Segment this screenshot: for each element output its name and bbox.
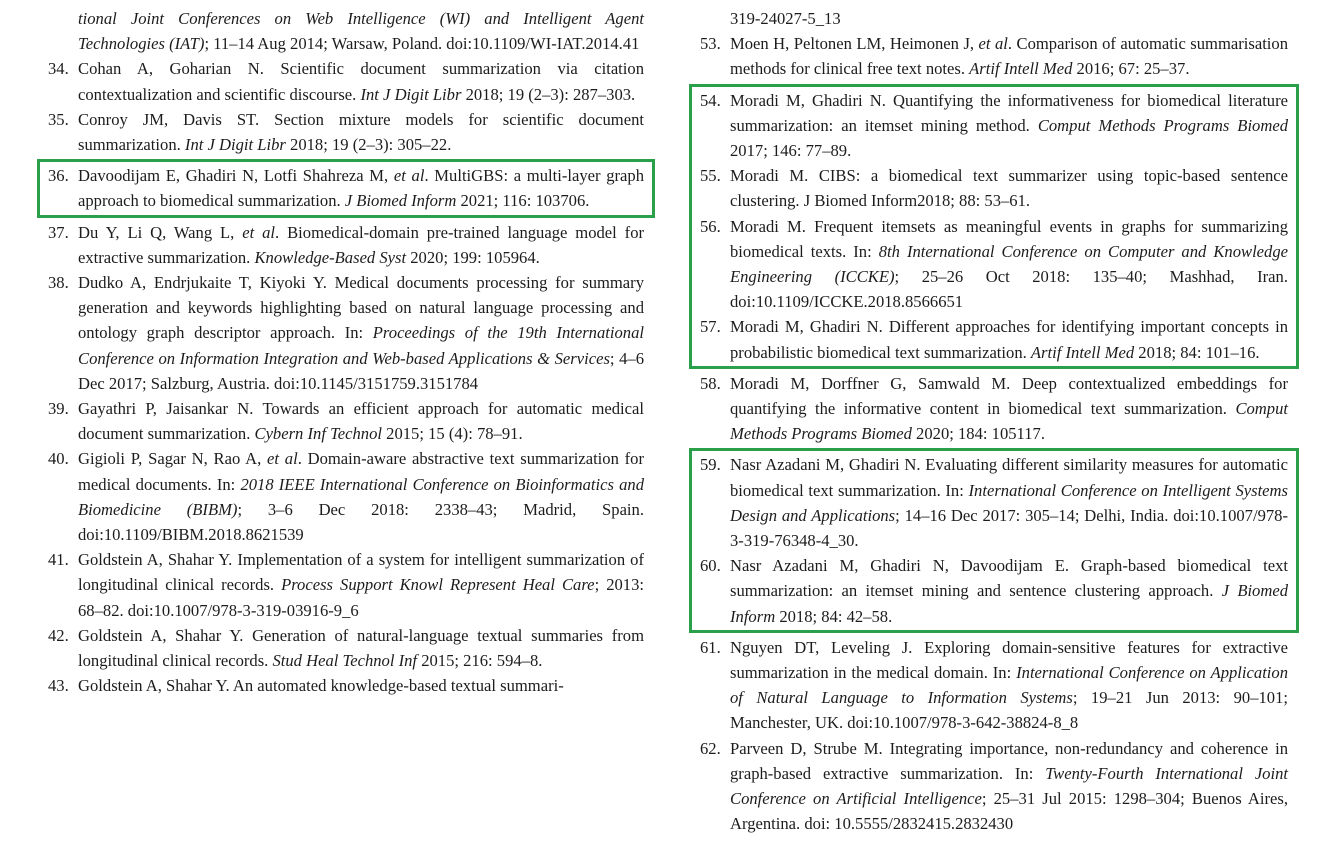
reference-text: Moradi M. CIBS: a biomedical text summarizer using topic-based sentence clustering. J Biomed Inform2018; 88: 53–61. bbox=[730, 166, 1288, 211]
reference-text: Dudko A, Endrjukaite T, Kiyoki Y. Medical documents processing for summary generation and keywords highlighting based on natural language processing and ontology graph descriptor approach. In: bbox=[78, 273, 644, 343]
reference-item bbox=[700, 736, 1288, 837]
reference-item bbox=[48, 547, 644, 623]
reference-text: 319-24027-5_13 bbox=[730, 9, 841, 28]
reference-text: . Comparison of automatic summarisation methods for clinical free text notes. bbox=[730, 34, 1289, 79]
reference-text: Goldstein A, Shahar Y. Generation of natural-language textual summaries from longitudinal clinical records. bbox=[78, 625, 644, 671]
reference-text: ; 14–16 Dec 2017: 305–14; Delhi, India. doi:10.1007/978-3-319-76348-4_30. bbox=[730, 505, 1288, 551]
reference-text: Moradi M, Dorffner G, Samwald M. Deep contextualized embeddings for quantifying the informative content in biomedical text summarization. bbox=[730, 373, 1288, 419]
reference-text: Parveen D, Strube M. Integrating importance, non-redundancy and coherence in graph-based extractive summarization. In: bbox=[730, 738, 1288, 783]
reference-text: ; 2013: 68–82. doi:10.1007/978-3-319-03916-9_6 bbox=[78, 575, 644, 620]
reference-venue-italic: et al bbox=[267, 449, 298, 469]
reference-venue-italic: et al bbox=[242, 222, 276, 242]
reference-group bbox=[700, 635, 1288, 837]
reference-item bbox=[48, 673, 644, 698]
reference-number: 39. bbox=[48, 399, 69, 419]
reference-venue-italic: Process Support Knowl Represent Heal Care bbox=[281, 575, 595, 595]
reference-text: 2021; 116: 103706. bbox=[456, 191, 590, 211]
reference-item bbox=[48, 107, 644, 157]
reference-number: 36. bbox=[48, 166, 69, 186]
reference-venue-italic: J Biomed Inform bbox=[344, 191, 457, 211]
reference-text: ; 25–26 Oct 2018: 135–40; Mashhad, Iran. doi:10.1109/ICCKE.2018.8566651 bbox=[730, 267, 1288, 312]
reference-venue-italic: Knowledge-Based Syst bbox=[254, 247, 407, 267]
reference-text: Nasr Azadani M, Ghadiri N. Evaluating different similarity measures for automatic biomedical text summarization. In: bbox=[730, 455, 1288, 500]
reference-group bbox=[700, 6, 1288, 82]
reference-number: 61. bbox=[700, 637, 721, 657]
left-column bbox=[48, 6, 644, 698]
reference-number: 43. bbox=[48, 676, 69, 696]
reference-number: 53. bbox=[700, 34, 721, 54]
reference-number: 37. bbox=[48, 222, 69, 242]
reference-venue-italic: Twenty-Fourth International Joint Conference on Artificial Intelligence bbox=[730, 763, 1288, 809]
reference-number: 41. bbox=[48, 550, 69, 570]
reference-venue-italic: International Conference on Application of Natural Language to Information Systems bbox=[730, 663, 1289, 708]
reference-text: 2020; 184: 105117. bbox=[911, 424, 1045, 444]
reference-item bbox=[48, 220, 644, 270]
reference-group bbox=[48, 220, 644, 699]
reference-number: 58. bbox=[700, 373, 721, 393]
reference-item bbox=[700, 452, 1288, 553]
reference-number: 60. bbox=[700, 556, 721, 576]
reference-text: ; 4–6 Dec 2017; Salzburg, Austria. doi:10.1145/3151759.3151784 bbox=[78, 348, 645, 393]
reference-venue-italic: et al bbox=[393, 166, 425, 186]
reference-item bbox=[48, 270, 644, 396]
highlight-annotation-box bbox=[689, 84, 1299, 369]
reference-item bbox=[48, 163, 644, 213]
reference-text: ; 3–6 Dec 2018: 2338–43; Madrid, Spain. doi:10.1109/BIBM.2018.8621539 bbox=[78, 499, 644, 545]
reference-venue-italic: 8th International Conference on Computer and Knowledge Engineering (ICCKE) bbox=[730, 241, 1289, 287]
reference-venue-italic: Comput Methods Programs Biomed bbox=[730, 399, 1288, 444]
reference-venue-italic: Stud Heal Technol Inf bbox=[272, 651, 418, 671]
reference-text: Moen H, Peltonen LM, Heimonen J, bbox=[730, 34, 979, 54]
reference-number: 56. bbox=[700, 216, 721, 236]
reference-venue-italic: 2018 IEEE International Conference on Bioinformatics and Biomedicine (BIBM) bbox=[78, 474, 644, 519]
reference-item bbox=[700, 635, 1288, 736]
reference-venue-italic: et al bbox=[978, 34, 1008, 54]
reference-item bbox=[700, 88, 1288, 164]
reference-text: Gigioli P, Sagar N, Rao A, bbox=[78, 449, 268, 469]
reference-text: 2018; 19 (2–3): 287–303. bbox=[461, 84, 636, 104]
reference-item bbox=[700, 163, 1288, 213]
reference-venue-italic: Comput Methods Programs Biomed bbox=[1037, 115, 1288, 135]
reference-text: Nasr Azadani M, Ghadiri N, Davoodijam E. Graph-based biomedical text summarization: an itemset mining and sentence clustering approach. bbox=[730, 556, 1288, 601]
reference-venue-italic: J Biomed Inform bbox=[730, 581, 1289, 626]
reference-venue-italic: Artif Intell Med bbox=[969, 59, 1073, 79]
highlight-annotation-box bbox=[37, 159, 655, 217]
reference-text: ; 25–31 Jul 2015: 1298–304; Buenos Aires, Argentina. doi: 10.5555/2832415.2832430 bbox=[730, 789, 1288, 834]
reference-text: 2017; 146: 77–89. bbox=[730, 141, 852, 161]
reference-item bbox=[700, 553, 1288, 629]
reference-text: . Biomedical-domain pre-trained language model for extractive summarization. bbox=[78, 222, 645, 267]
reference-text: 2015; 15 (4): 78–91. bbox=[382, 424, 523, 444]
reference-group bbox=[700, 371, 1288, 447]
reference-text: Nguyen DT, Leveling J. Exploring domain-sensitive features for extractive summarization in the medical domain. In: bbox=[730, 637, 1288, 683]
reference-text: 2020; 199: 105964. bbox=[406, 247, 540, 267]
reference-number: 40. bbox=[48, 449, 69, 469]
reference-number: 38. bbox=[48, 273, 69, 293]
reference-text: Davoodijam E, Ghadiri N, Lotfi Shahreza M, bbox=[78, 166, 394, 186]
reference-text: Moradi M, Ghadiri N. Different approaches for identifying important concepts in probabilistic biomedical text summarization. bbox=[730, 317, 1288, 362]
reference-venue-italic: Int J Digit Libr bbox=[184, 135, 286, 155]
reference-text: Moradi M. Frequent itemsets as meaningful events in graphs for summarizing biomedical texts. In: bbox=[730, 216, 1288, 261]
reference-number: 54. bbox=[700, 90, 721, 110]
reference-venue-italic: International Conference on Intelligent Systems Design and Applications bbox=[730, 480, 1288, 525]
reference-text: 2018; 84: 42–58. bbox=[775, 606, 893, 626]
reference-text: ; 11–14 Aug 2014; Warsaw, Poland. doi:10.1109/WI-IAT.2014.41 bbox=[204, 34, 640, 54]
reference-venue-italic: tional Joint Conferences on Web Intelligence (WI) and Intelligent Agent Technologies (IAT) bbox=[78, 9, 644, 54]
reference-text: Moradi M, Ghadiri N. Quantifying the informativeness for biomedical literature summarization: an itemset mining method. bbox=[730, 90, 1288, 135]
reference-venue-italic: Int J Digit Libr bbox=[360, 84, 462, 104]
reference-text: 2015; 216: 594–8. bbox=[417, 651, 543, 671]
reference-text: Conroy JM, Davis ST. Section mixture models for scientific document summarization. bbox=[78, 109, 644, 155]
right-column bbox=[700, 6, 1288, 837]
reference-venue-italic: Proceedings of the 19th International Conference on Information Integration and Web-based Applications & Services bbox=[78, 323, 644, 368]
highlight-annotation-box bbox=[689, 448, 1299, 632]
reference-item bbox=[700, 31, 1288, 81]
reference-text: Gayathri P, Jaisankar N. Towards an efficient approach for automatic medical document summarization. bbox=[78, 399, 644, 444]
reference-group bbox=[48, 6, 644, 157]
reference-item bbox=[48, 446, 644, 547]
reference-text: Goldstein A, Shahar Y. An automated knowledge-based textual summari- bbox=[78, 676, 564, 696]
reference-item bbox=[700, 214, 1288, 315]
reference-item bbox=[48, 623, 644, 673]
reference-item bbox=[700, 6, 1288, 31]
reference-text: . Domain-aware abstractive text summarization for medical documents. In: bbox=[78, 449, 645, 494]
reference-venue-italic: Artif Intell Med bbox=[1030, 342, 1135, 362]
reference-text: . MultiGBS: a multi-layer graph approach to biomedical summarization. bbox=[78, 166, 644, 211]
reference-number: 55. bbox=[700, 166, 721, 186]
reference-item bbox=[48, 56, 644, 106]
reference-number: 62. bbox=[700, 738, 721, 758]
reference-text: 2016; 67: 25–37. bbox=[1072, 59, 1190, 79]
reference-item bbox=[48, 396, 644, 446]
reference-item bbox=[700, 371, 1288, 447]
reference-text: ; 19–21 Jun 2013: 90–101; Manchester, UK. doi:10.1007/978-3-642-38824-8_8 bbox=[730, 688, 1288, 733]
reference-text: 2018; 19 (2–3): 305–22. bbox=[285, 135, 452, 155]
reference-number: 42. bbox=[48, 625, 69, 645]
reference-number: 35. bbox=[48, 109, 69, 129]
reference-text: Du Y, Li Q, Wang L, bbox=[78, 222, 243, 242]
reference-item bbox=[700, 314, 1288, 364]
reference-number: 57. bbox=[700, 317, 721, 337]
references-columns bbox=[48, 6, 1325, 837]
reference-number: 34. bbox=[48, 59, 69, 79]
reference-text: Cohan A, Goharian N. Scientific document summarization via citation contextualization and scientific discourse. bbox=[78, 59, 644, 104]
reference-number: 59. bbox=[700, 455, 721, 475]
reference-venue-italic: Cybern Inf Technol bbox=[254, 424, 383, 444]
reference-text: 2018; 84: 101–16. bbox=[1134, 342, 1260, 362]
reference-item bbox=[48, 6, 644, 56]
reference-text: Goldstein A, Shahar Y. Implementation of a system for intelligent summarization of longitudinal clinical records. bbox=[78, 550, 644, 595]
